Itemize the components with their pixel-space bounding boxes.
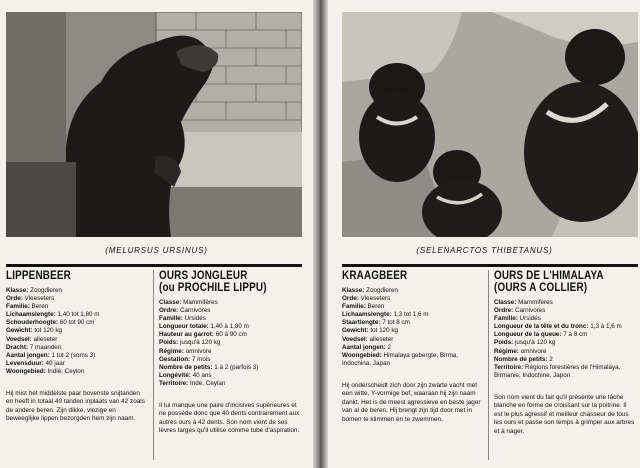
fact-row (159, 307, 301, 315)
fact-label: Gestation: (159, 355, 191, 363)
fact-value: Carnivores (180, 307, 211, 315)
french-title-line2: (OURS A COLLIER) (494, 282, 588, 294)
book-gutter (313, 0, 327, 468)
fact-value: 1 tot 2 (soms 3) (51, 351, 96, 359)
fact-row (342, 352, 484, 368)
french-facts (159, 299, 301, 388)
fact-row (342, 319, 484, 327)
french-column (159, 270, 301, 436)
fact-label: Woongebied: (342, 351, 382, 359)
fact-label: Aantal jongen: (6, 351, 50, 359)
divider-rule (342, 264, 638, 267)
fact-label: Longévité: (159, 371, 191, 379)
fact-label: Orde: (342, 295, 359, 303)
asiatic-black-bears-photo (342, 12, 638, 237)
fact-label: Orde: (6, 295, 23, 303)
fact-value: Ursidés (184, 315, 206, 323)
fact-value: 7 à 8 cm (563, 331, 588, 339)
french-column (494, 270, 636, 436)
fact-value: Vleeseters (360, 295, 391, 303)
fact-value: jusqu'à 120 kg (515, 339, 556, 347)
fact-value: Régions forestières de l'Himalaya, Birmanie, Indochine, Japon (494, 363, 621, 379)
fact-value: 1,40 tot 1,80 m (57, 311, 100, 319)
left-page (0, 0, 314, 468)
dutch-column (342, 270, 484, 424)
fact-value: Vleeseters (24, 295, 55, 303)
fact-label: Woongebied: (6, 367, 46, 375)
fact-label: Nombre de petits: (159, 363, 213, 371)
fact-label: Régime: (159, 347, 184, 355)
fact-value: 40 jaar (45, 359, 65, 367)
fact-row (342, 311, 484, 319)
dutch-description: Hij onderscheidt zich door zijn zwarte vacht met een witte, Y-vormige bef, waaraan hij zijn naam dankt. Het is de meest agressieve en beste jager van al de beren. Hij brengt zijn tijd door met in bomen te klimmen en te zwemmen. (342, 381, 481, 423)
fact-value: Mammifères (518, 299, 553, 306)
french-title (159, 270, 281, 294)
fact-row (494, 299, 636, 307)
fact-label: Famille: (159, 315, 183, 323)
fact-label: Classe: (494, 299, 517, 306)
fact-value: 60 tot 90 cm (59, 319, 95, 327)
french-facts (494, 299, 636, 380)
fact-label: Gewicht: (342, 327, 369, 335)
fact-row (494, 315, 636, 323)
column-divider (488, 270, 489, 460)
fact-row (6, 360, 148, 368)
fact-value: 1 à 2 (parfois 3) (214, 363, 259, 371)
fact-row (159, 356, 301, 364)
fact-label: Longueur de la tête et du tronc: (494, 323, 589, 331)
fact-row (494, 323, 636, 331)
dutch-facts (342, 287, 484, 368)
fact-label: Lichaamslengte: (6, 311, 56, 319)
dutch-title: LIPPENBEER (6, 270, 71, 282)
fact-label: Longueur totale: (159, 323, 209, 331)
fact-value: Carnivores (515, 307, 546, 315)
fact-row (342, 295, 484, 303)
fact-row (6, 327, 148, 335)
fact-value: Indië, Ceylon (47, 367, 85, 375)
fact-value: 60 à 90 cm (215, 331, 247, 339)
fact-row (159, 348, 301, 356)
fact-value: omnivore (520, 347, 547, 355)
fact-value: Beren (31, 303, 49, 311)
fact-row (494, 339, 636, 347)
fact-row (494, 364, 636, 380)
fact-row (159, 315, 301, 323)
fact-label: Familie: (6, 303, 30, 311)
fact-label: Hauteur au garrot: (159, 331, 214, 339)
fact-value: Zoogdieren (30, 287, 63, 294)
fact-value: tot 120 kg (34, 327, 63, 335)
fact-value: alleseter (33, 335, 58, 343)
fact-row (342, 344, 484, 352)
fact-row (342, 336, 484, 344)
fact-row (159, 299, 301, 307)
fact-row (494, 307, 636, 315)
fact-value: 7 maanden (29, 343, 62, 351)
fact-value: Inde, Ceylan (190, 379, 226, 387)
fact-row (6, 311, 148, 319)
fact-label: Schouderhoogte: (6, 319, 59, 327)
fact-value: 1,3 à 1,6 m (590, 323, 622, 331)
fact-label: Lichaamslengte: (342, 311, 392, 319)
fact-row (494, 331, 636, 339)
dutch-title: KRAAGBEER (342, 270, 408, 282)
fact-label: Klasse: (6, 287, 29, 294)
fact-value: Zoogdieren (366, 287, 399, 294)
fact-label: Famille: (494, 315, 518, 323)
fact-value: Mammifères (183, 299, 218, 306)
french-title-line1: OURS JONGLEUR (159, 270, 248, 282)
fact-label: Dracht: (6, 343, 29, 351)
fact-row (494, 348, 636, 356)
divider-rule (6, 264, 302, 267)
fact-label: Ordre: (159, 307, 179, 315)
fact-row (494, 356, 636, 364)
fact-label: Poids: (494, 339, 514, 347)
fact-label: Nombre de petits: (494, 355, 548, 363)
fact-label: Longueur de la queue: (494, 331, 562, 339)
fact-row (6, 368, 148, 376)
fact-value: jusqu'à 120 kg (180, 339, 221, 347)
fact-row (159, 372, 301, 380)
fact-row (342, 287, 484, 295)
fact-value: 40 ans (192, 371, 212, 379)
fact-row (159, 339, 301, 347)
fact-label: Voedsel: (342, 335, 368, 343)
fact-row (6, 352, 148, 360)
fact-value: 2 (387, 343, 391, 351)
column-divider (153, 270, 154, 460)
fact-value: 1,40 à 1,80 m (210, 323, 249, 331)
fact-row (6, 287, 148, 295)
fact-value: 2 (549, 355, 553, 363)
fact-row (6, 344, 148, 352)
fact-row (159, 364, 301, 372)
fact-row (6, 336, 148, 344)
fact-row (159, 380, 301, 388)
fact-row (6, 295, 148, 303)
fact-row (342, 303, 484, 311)
french-description: Son nom vient du fait qu'il présente une tâche blanche en forme de croissant sur la poitrine. Il est le plus agressif et meilleur chasseur de tous les ours et passe son temps à grimper aux arbres et à nager. (494, 393, 635, 435)
fact-value: Himalaya gebergte, Birma, Indochina, Japan (342, 351, 459, 367)
fact-row (342, 327, 484, 335)
fact-value: tot 120 kg (370, 327, 399, 335)
right-page (327, 0, 640, 468)
fact-value: 7 mois (191, 355, 211, 363)
fact-label: Levensduur: (6, 359, 44, 367)
fact-label: Territoire: (159, 379, 189, 387)
dutch-column (6, 270, 148, 424)
fact-label: Klasse: (342, 287, 365, 294)
fact-row (159, 323, 301, 331)
fact-label: Classe: (159, 299, 182, 306)
dutch-description: Hij mist het middelste paar bovenste snijtanden en heeft in totaal 40 tanden inplaats van 42 zoals de andere beren. Zijn dikke, vlezige en beweeglijke lippen bezorgden hem zijn naam. (6, 390, 145, 423)
fact-label: Poids: (159, 339, 179, 347)
fact-label: Gewicht: (6, 327, 33, 335)
fact-row (159, 331, 301, 339)
french-description: Il lui manque une paire d'incisives supérieures et ne possède donc que 40 dents contrairement aux autres ours à 42 dents. Son nom vient de ses lèvres larges qu'il utilise comme tube d'aspiration. (159, 402, 300, 435)
fact-label: Régime: (494, 347, 519, 355)
fact-label: Staartlengte: (342, 319, 381, 327)
fact-row (6, 319, 148, 327)
french-title-line2: (ou PROCHILE LIPPU) (159, 282, 267, 294)
fact-value: alleseter (369, 335, 394, 343)
dutch-facts (6, 287, 148, 376)
fact-value: Ursidés (519, 315, 541, 323)
species-caption: (SELENARCTOS THIBETANUS) (416, 246, 553, 255)
species-caption: (MELURSUS URSINUS) (105, 246, 208, 255)
fact-label: Voedsel: (6, 335, 32, 343)
fact-label: Familie: (342, 303, 366, 311)
fact-value: Beren (367, 303, 385, 311)
fact-row (6, 303, 148, 311)
french-title (494, 270, 616, 294)
sloth-bear-photo (6, 12, 302, 237)
fact-value: omnivore (185, 347, 212, 355)
fact-label: Ordre: (494, 307, 514, 315)
fact-value: 7 tot 8 cm (382, 319, 410, 327)
fact-value: 1,3 tot 1,6 m (393, 311, 429, 319)
fact-label: Territoire: (494, 363, 524, 371)
fact-label: Aantal jongen: (342, 343, 386, 351)
french-title-line1: OURS DE L'HIMALAYA (494, 270, 604, 282)
